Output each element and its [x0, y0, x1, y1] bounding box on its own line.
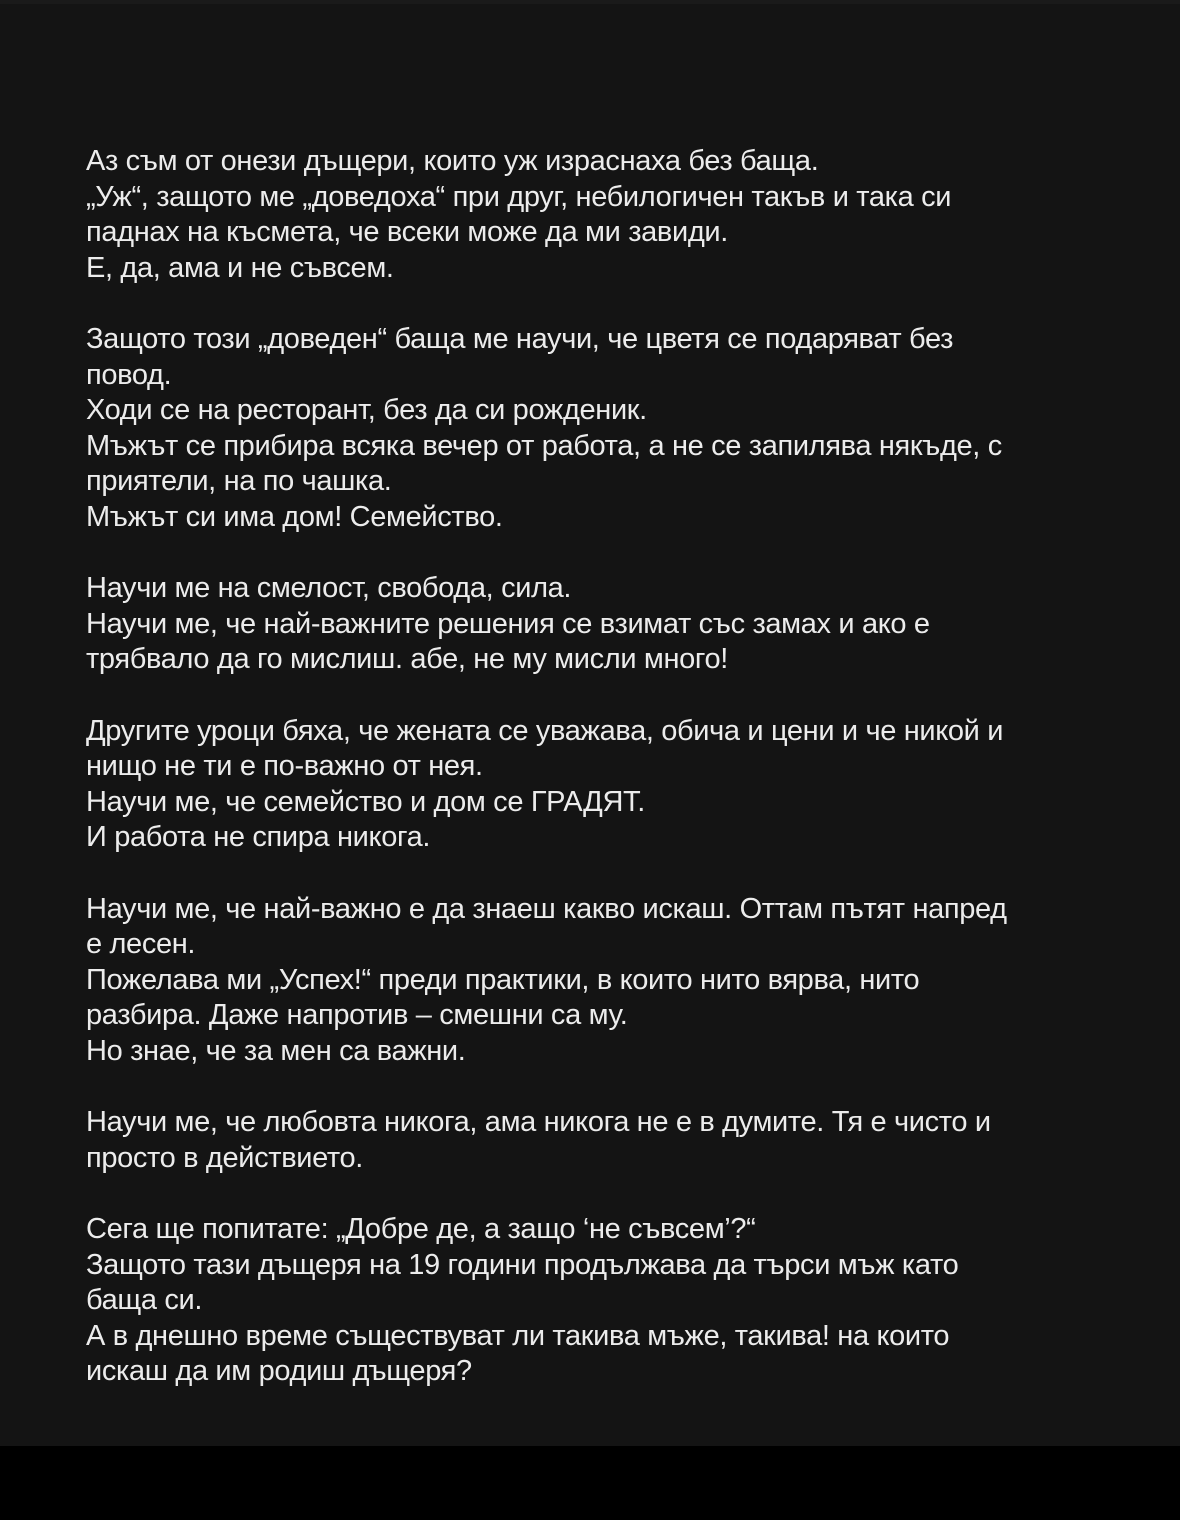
paragraph: [86, 144, 1106, 286]
text-line: А в днешно време съществуват ли такива мъже, такива! на които: [86, 1319, 950, 1352]
paragraph: [86, 714, 1106, 856]
text-line: Научи ме, че семейство и дом се ГРАДЯТ.: [86, 785, 645, 818]
text-line: И работа не спира никога.: [86, 821, 431, 853]
paragraph: [86, 1105, 1106, 1176]
paragraph: [86, 892, 1106, 1070]
text-line: Мъжът си има дом! Семейство.: [86, 500, 503, 533]
text-line: Защото този „доведен“ баща ме научи, че цветя се подаряват без: [86, 323, 954, 355]
text-line: Защото тази дъщеря на 19 години продължава да търси мъж като: [86, 1248, 959, 1281]
text-line: Научи ме, че най-важно е да знаеш какво искаш. Оттам пътят напред: [86, 892, 1007, 925]
text-line: баща си.: [86, 1284, 203, 1316]
text-line: Научи ме, че най-важните решения се взимат със замах и ако е: [86, 607, 930, 640]
text-line: нищо не ти е по-важно от нея.: [86, 750, 483, 782]
text-line: просто в действието.: [86, 1141, 364, 1174]
paragraph: [86, 322, 1106, 535]
story-text-body: [86, 144, 1106, 1426]
text-line: паднах на късмета, че всеки може да ми завиди.: [86, 216, 728, 248]
text-line: е лесен.: [86, 928, 196, 960]
text-line: Е, да, ама и не съвсем.: [86, 251, 394, 284]
text-line: „Уж“, защото ме „доведоха“ при друг, небилогичен такъв и така си: [86, 180, 952, 213]
text-line: Научи ме, че любовта никога, ама никога не е в думите. Тя е чисто и: [86, 1106, 991, 1138]
paragraph: [86, 1212, 1106, 1390]
text-line: Аз съм от онези дъщери, които уж израснаха без баща.: [86, 145, 819, 177]
bottom-black-bar: [0, 1446, 1180, 1520]
text-line: Мъжът се прибира всяка вечер от работа, а не се запилява някъде, с: [86, 429, 1002, 462]
text-line: Научи ме на смелост, свобода, сила.: [86, 572, 572, 604]
text-line: Другите уроци бяха, че жената се уважава, обича и цени и че никой и: [86, 714, 1004, 747]
text-line: Но знае, че за мен са важни.: [86, 1034, 466, 1067]
text-line: повод.: [86, 358, 172, 391]
text-line: трябвало да го мислиш. абе, не му мисли много!: [86, 643, 729, 675]
paragraph: [86, 571, 1106, 678]
text-line: Пожелава ми „Успех!“ преди практики, в които нито вярва, нито: [86, 963, 920, 996]
text-line: Сега ще попитате: „Добре де, а защо ‘не съвсем’?“: [86, 1213, 756, 1245]
text-line: разбира. Даже напротив – смешни са му.: [86, 999, 628, 1031]
text-line: искаш да им родиш дъщеря?: [86, 1355, 472, 1387]
text-line: приятели, на по чашка.: [86, 465, 392, 497]
text-line: Ходи се на ресторант, без да си рожденик.: [86, 394, 647, 426]
